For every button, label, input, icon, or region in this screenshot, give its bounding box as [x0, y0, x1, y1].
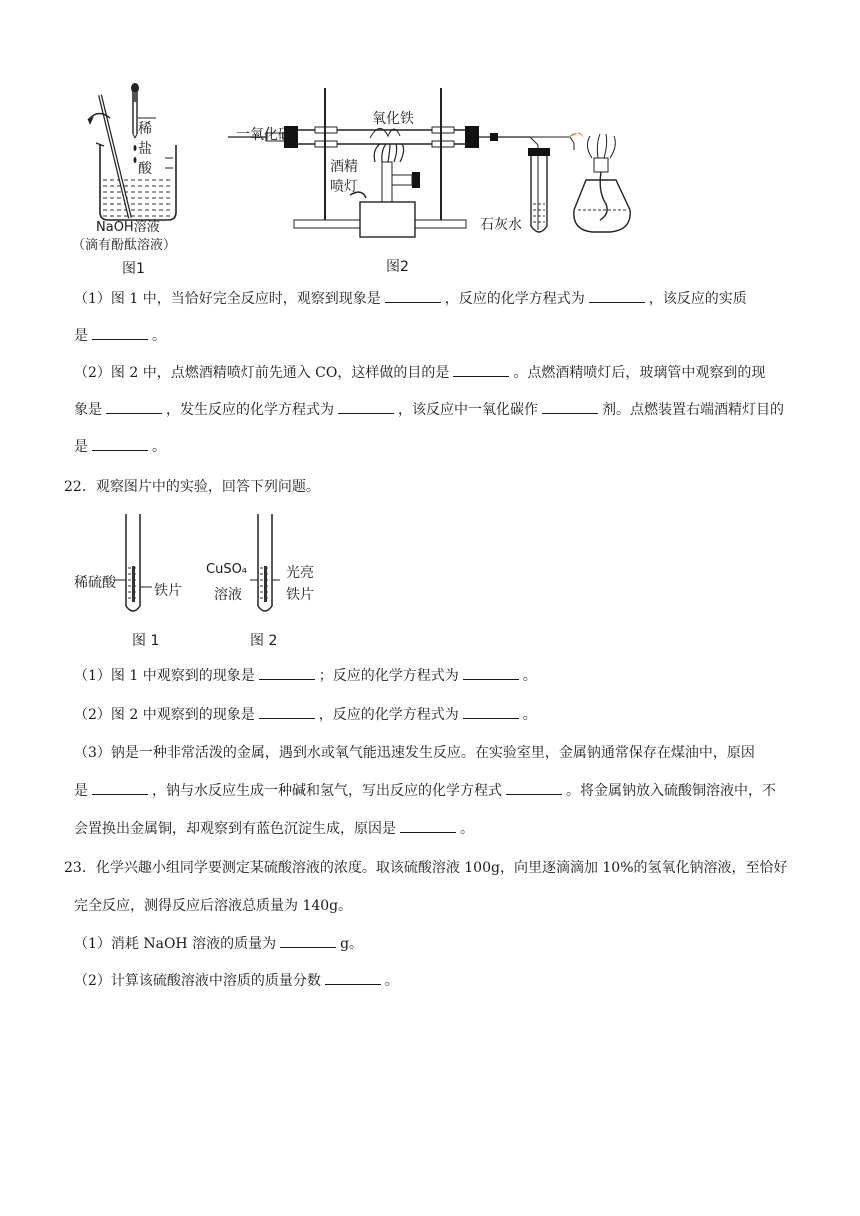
- reduction-apparatus: [228, 88, 630, 237]
- q21-p2-text-d: ，发生反应的化学方程式为: [166, 402, 334, 418]
- q22-p3-text-f: 。: [460, 821, 474, 837]
- fig2-caption: 图2: [386, 259, 409, 275]
- fig1-label-acid: 稀盐酸: [138, 121, 152, 177]
- q23-p2: [74, 971, 399, 991]
- q22-fig1-label-iron: 铁片: [154, 583, 182, 599]
- q21-p2-text-g: 是: [74, 439, 88, 455]
- answer-blank[interactable]: [400, 819, 456, 833]
- q22-fig2-label-bright: 光亮: [286, 565, 314, 581]
- q22-p1: [74, 666, 537, 686]
- q22-stem: 22．观察图片中的实验，回答下列问题。: [64, 479, 320, 495]
- q22-p3-text-e: 会置换出金属铜，却观察到有蓝色沉淀生成，原因是: [74, 821, 396, 837]
- q21-p1-text-e: 。: [152, 328, 166, 344]
- fig2-label-lamp-1: 酒精: [330, 159, 358, 175]
- q21-p1-text-d: 是: [74, 328, 88, 344]
- q21-p2-text-h: 。: [152, 439, 166, 455]
- q22-p3-line1: [74, 743, 755, 763]
- fig2-label-lamp-2: 喷灯: [330, 179, 358, 195]
- q23-stem-line2: 完全反应，测得反应后溶液总质量为 140g。: [74, 898, 353, 914]
- q21-p2-text-c: 象是: [74, 402, 102, 418]
- q22-p1-text-a: （1）图 1 中观察到的现象是: [74, 668, 255, 684]
- answer-blank[interactable]: [463, 705, 519, 719]
- answer-blank[interactable]: [589, 289, 645, 303]
- q22-fig2-label-iron: 铁片: [286, 587, 314, 603]
- q22-p2: [74, 705, 537, 725]
- answer-blank[interactable]: [92, 326, 148, 340]
- q21-p2-line3: [74, 437, 166, 457]
- q23-p1-text-a: （1）消耗 NaOH 溶液的质量为: [74, 936, 277, 952]
- test-tube-1: [114, 514, 152, 611]
- q23-p1: [74, 934, 363, 954]
- q23-p2-text-b: 。: [384, 973, 399, 989]
- answer-blank[interactable]: [92, 781, 148, 795]
- q21-apparatus-diagram: [70, 80, 840, 280]
- q22-fig2-label-cuso4: CuSO₄: [206, 562, 248, 577]
- q21-p2-text-b: 。点燃酒精喷灯后，玻璃管中观察到的现: [513, 365, 766, 381]
- q22-fig2-caption: 图 2: [250, 633, 278, 649]
- q21-p2-text-e: ，该反应中一氧化碳作: [398, 402, 538, 418]
- q22-p3-line2: [74, 781, 776, 801]
- q21-p1-line2: [74, 326, 166, 346]
- q21-p2-line1: [74, 363, 765, 383]
- answer-blank[interactable]: [385, 289, 441, 303]
- fig1-label-indicator: （滴有酚酞溶液）: [72, 238, 177, 253]
- beaker-figure: [88, 83, 176, 220]
- q21-p1-text-a: （1）图 1 中，当恰好完全反应时，观察到现象是: [74, 291, 381, 307]
- q22-p3-line3: [74, 819, 474, 839]
- q21-p1-text-b: ，反应的化学方程式为: [444, 291, 585, 307]
- answer-blank[interactable]: [463, 666, 519, 680]
- q21-p2-line2: [74, 400, 784, 420]
- q22-p2-text-a: （2）图 2 中观察到的现象是: [74, 707, 255, 723]
- test-tube-2: [250, 514, 280, 611]
- answer-blank[interactable]: [106, 400, 162, 414]
- q22-fig1-caption: 图 1: [132, 633, 160, 649]
- q23-stem-line1: 23．化学兴趣小组同学要测定某硫酸溶液的浓度。取该硫酸溶液 100g，向里逐滴滴加 10%的氢氧化钠溶液，至恰好: [64, 860, 788, 876]
- q23-p1-text-b: g。: [340, 936, 364, 952]
- q22-p3-text-a: （3）钠是一种非常活泼的金属，遇到水或氧气能迅速发生反应。在实验室里，金属钠通常保存在煤油中，原因: [74, 745, 755, 761]
- answer-blank[interactable]: [542, 400, 598, 414]
- answer-blank[interactable]: [506, 781, 562, 795]
- answer-blank[interactable]: [259, 666, 315, 680]
- fig1-caption: 图1: [122, 261, 145, 277]
- fig2-label-limewater: 石灰水: [480, 217, 522, 233]
- answer-blank[interactable]: [92, 437, 148, 451]
- q21-p2-text-a: （2）图 2 中，点燃酒精喷灯前先通入 CO，这样做的目的是: [74, 365, 450, 381]
- answer-blank[interactable]: [280, 934, 336, 948]
- q21-p2-text-f: 剂。点燃装置右端酒精灯目的: [602, 402, 784, 418]
- answer-blank[interactable]: [453, 363, 509, 377]
- q22-p3-text-b: 是: [74, 783, 88, 799]
- fig2-label-fe2o3: 氧化铁: [372, 111, 414, 127]
- q22-p1-text-c: 。: [522, 668, 537, 684]
- q22-fig2-label-solution: 溶液: [214, 587, 242, 603]
- q22-p1-text-b: ；反应的化学方程式为: [318, 668, 459, 684]
- q22-p2-text-b: ，反应的化学方程式为: [318, 707, 459, 723]
- q22-p3-text-d: 。将金属钠放入硫酸铜溶液中，不: [566, 783, 776, 799]
- q21-figures: [70, 80, 840, 280]
- answer-blank[interactable]: [325, 971, 381, 985]
- q22-p3-text-c: ，钠与水反应生成一种碱和氢气，写出反应的化学方程式: [152, 783, 502, 799]
- fig1-label-solution: NaOH溶液: [96, 220, 160, 235]
- q23-p2-text-a: （2）计算该硫酸溶液中溶质的质量分数: [74, 973, 321, 989]
- q21-p1-text-c: ，该反应的实质: [648, 291, 747, 307]
- q22-fig1-label-acid: 稀硫酸: [74, 575, 116, 591]
- q21-p1-line1: [74, 289, 747, 309]
- fig2-label-co: 一氧化碳: [236, 127, 292, 143]
- answer-blank[interactable]: [259, 705, 315, 719]
- q22-p2-text-c: 。: [522, 707, 537, 723]
- answer-blank[interactable]: [338, 400, 394, 414]
